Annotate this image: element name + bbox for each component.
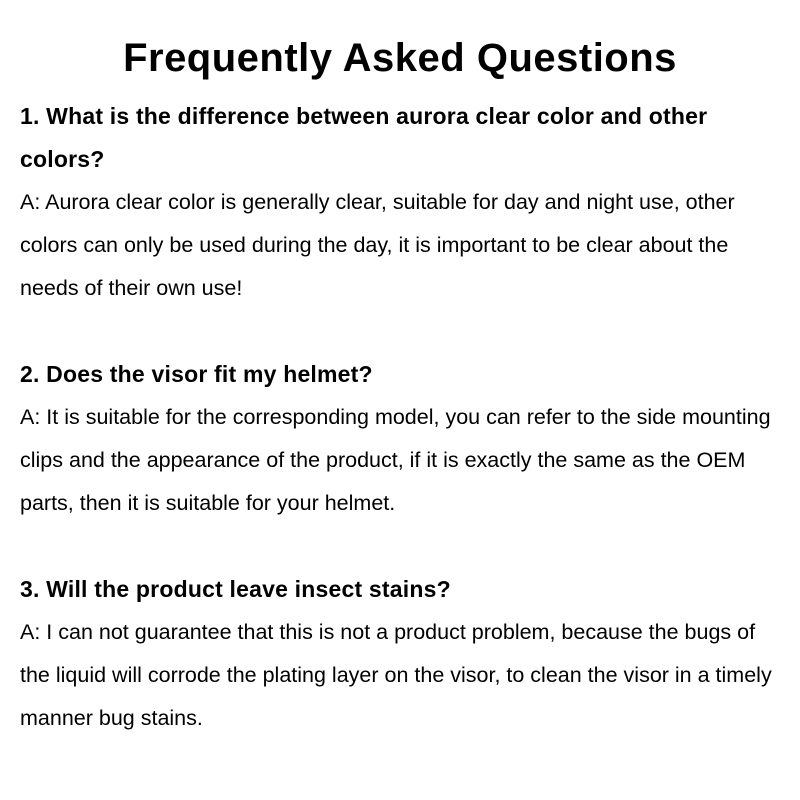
page-title: Frequently Asked Questions — [123, 36, 677, 80]
faq-item — [20, 353, 790, 525]
faq-answer: A: Aurora clear color is generally clear, suitable for day and night use, other colors can only be used during the day, it is important to be clear about the needs of their own use! — [20, 190, 735, 300]
faq-item — [20, 95, 790, 310]
faq-question: 1. What is the difference between aurora clear color and other colors? — [20, 103, 708, 172]
faq-answer: A: I can not guarantee that this is not a product problem, because the bugs of the liquid will corrode the plating layer on the visor, to clean the visor in a timely manner bug stains. — [20, 620, 772, 730]
faq-list — [20, 95, 790, 783]
faq-item — [20, 568, 790, 740]
faq-answer: A: It is suitable for the corresponding model, you can refer to the side mounting clips and the appearance of the product, if it is exactly the same as the OEM parts, then it is suitable for your helmet. — [20, 405, 771, 515]
faq-question: 3. Will the product leave insect stains? — [20, 576, 451, 602]
faq-question: 2. Does the visor fit my helmet? — [20, 361, 373, 387]
